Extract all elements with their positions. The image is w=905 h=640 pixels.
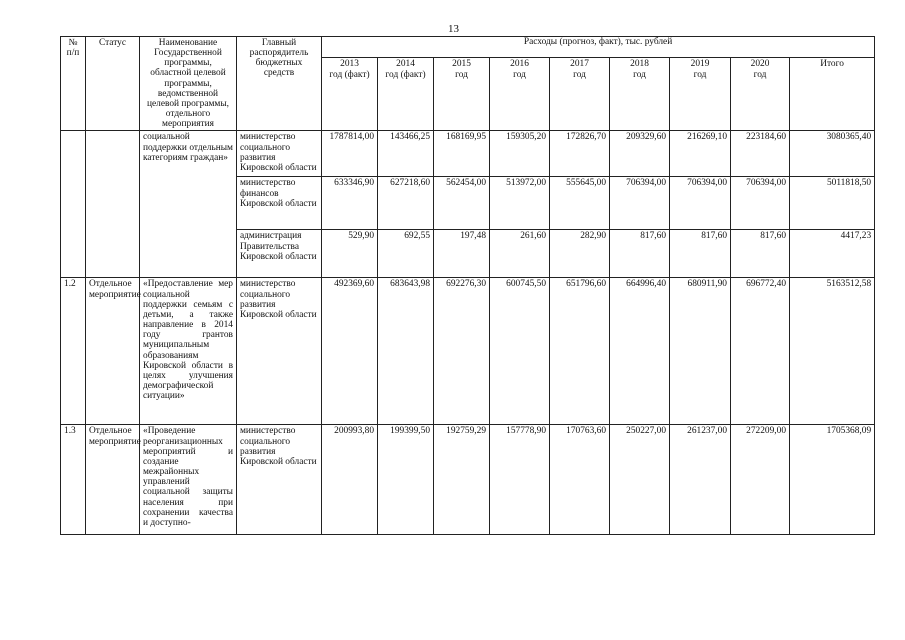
table-row <box>61 278 875 425</box>
cell-value: 680911,90 <box>670 278 731 425</box>
header-year-sub: год (факт) <box>385 69 426 80</box>
table-row <box>61 425 875 535</box>
cell-value: 664996,40 <box>610 278 670 425</box>
header-year-label: 2020 <box>750 59 770 70</box>
cell-value: 817,60 <box>670 230 731 278</box>
header-status: Статус <box>86 37 140 131</box>
header-year-sub: год <box>513 69 526 80</box>
header-year-label: 2019 <box>690 59 710 70</box>
header-year-label: 2017 <box>570 59 589 70</box>
header-year-label: 2014 <box>396 59 415 70</box>
cell-value: 250227,00 <box>610 425 670 535</box>
cell-value: 223184,60 <box>731 131 790 177</box>
cell-value: 261,60 <box>490 230 550 278</box>
cell-value: 143466,25 <box>378 131 434 177</box>
cell-status: Отдельное мероприятие <box>86 425 140 535</box>
cell-value: 651796,60 <box>550 278 610 425</box>
cell-value: 282,90 <box>550 230 610 278</box>
header-year-label: 2015 <box>452 59 471 70</box>
header-year-2015 <box>434 58 490 131</box>
header-no: № п/п <box>61 37 86 131</box>
cell-status <box>86 131 140 278</box>
header-year-sub: год (факт) <box>329 69 370 80</box>
cell-value: 817,60 <box>731 230 790 278</box>
cell-grbs: министерство социального развития Кировской области <box>237 131 322 177</box>
header-year-sub: год <box>573 69 586 80</box>
cell-value: 192759,29 <box>434 425 490 535</box>
cell-value: 157778,90 <box>490 425 550 535</box>
expenses-table <box>60 36 875 535</box>
cell-value: 633346,90 <box>322 177 378 230</box>
cell-value: 706394,00 <box>670 177 731 230</box>
cell-value: 692276,30 <box>434 278 490 425</box>
cell-grbs: министерство финансов Кировской области <box>237 177 322 230</box>
cell-name: социальной поддержки отдельным категориям граждан» <box>140 131 237 278</box>
cell-value: 170763,60 <box>550 425 610 535</box>
cell-no: 1.3 <box>61 425 86 535</box>
cell-no: 1.2 <box>61 278 86 425</box>
header-row-1 <box>61 37 875 58</box>
table-row <box>61 131 875 177</box>
cell-total: 1705368,09 <box>790 425 875 535</box>
header-year-label: 2016 <box>510 59 529 70</box>
header-year-label: 2013 <box>340 59 359 70</box>
header-year-sub: год <box>693 69 707 80</box>
cell-value: 562454,00 <box>434 177 490 230</box>
header-year-2013 <box>322 58 378 131</box>
cell-grbs: министерство социального развития Кировской области <box>237 425 322 535</box>
cell-value: 492369,60 <box>322 278 378 425</box>
header-year-2019 <box>670 58 731 131</box>
header-year-label: 2018 <box>630 59 649 70</box>
cell-total: 5011818,50 <box>790 177 875 230</box>
cell-value: 159305,20 <box>490 131 550 177</box>
header-year-2014 <box>378 58 434 131</box>
header-year-2017 <box>550 58 610 131</box>
page-number: 13 <box>448 23 459 35</box>
header-year-sub: год <box>753 69 767 80</box>
cell-value: 172826,70 <box>550 131 610 177</box>
header-year-2016 <box>490 58 550 131</box>
cell-status: Отдельное мероприятие <box>86 278 140 425</box>
cell-value: 692,55 <box>378 230 434 278</box>
cell-no <box>61 131 86 278</box>
cell-value: 555645,00 <box>550 177 610 230</box>
header-year-sub: год <box>455 69 468 80</box>
cell-value: 529,90 <box>322 230 378 278</box>
cell-value: 600745,50 <box>490 278 550 425</box>
cell-value: 261237,00 <box>670 425 731 535</box>
cell-value: 683643,98 <box>378 278 434 425</box>
cell-value: 216269,10 <box>670 131 731 177</box>
cell-value: 197,48 <box>434 230 490 278</box>
header-name: Наименование Государственной программы, областной целевой программы, ведомственной целевой программы, отдельного мероприятия <box>140 37 237 131</box>
header-expenses-group: Расходы (прогноз, факт), тыс. рублей <box>322 37 875 58</box>
header-year-sub: год <box>633 69 646 80</box>
cell-value: 200993,80 <box>322 425 378 535</box>
header-total: Итого <box>790 58 875 131</box>
cell-value: 168169,95 <box>434 131 490 177</box>
header-year-2018 <box>610 58 670 131</box>
cell-value: 1787814,00 <box>322 131 378 177</box>
cell-total: 4417,23 <box>790 230 875 278</box>
header-year-2020 <box>731 58 790 131</box>
cell-grbs: администрация Правительства Кировской области <box>237 230 322 278</box>
cell-name: «Предоставление мер социальной поддержки семьям с детьми, а также направление в 2014 году грантов муниципальным образованиям Кировской области в целях улучшения демографической ситуации» <box>140 278 237 425</box>
cell-value: 513972,00 <box>490 177 550 230</box>
cell-grbs: министерство социального развития Кировской области <box>237 278 322 425</box>
cell-value: 627218,60 <box>378 177 434 230</box>
cell-name: «Проведение реорганизационных мероприятий и создание межрайонных управлений социальной защиты населения при сохранении качества и доступно- <box>140 425 237 535</box>
cell-value: 272209,00 <box>731 425 790 535</box>
cell-total: 5163512,58 <box>790 278 875 425</box>
header-grbs: Главный распорядитель бюджетных средств <box>237 37 322 131</box>
cell-total: 3080365,40 <box>790 131 875 177</box>
cell-value: 817,60 <box>610 230 670 278</box>
cell-value: 706394,00 <box>610 177 670 230</box>
cell-value: 696772,40 <box>731 278 790 425</box>
cell-value: 199399,50 <box>378 425 434 535</box>
cell-value: 209329,60 <box>610 131 670 177</box>
cell-value: 706394,00 <box>731 177 790 230</box>
